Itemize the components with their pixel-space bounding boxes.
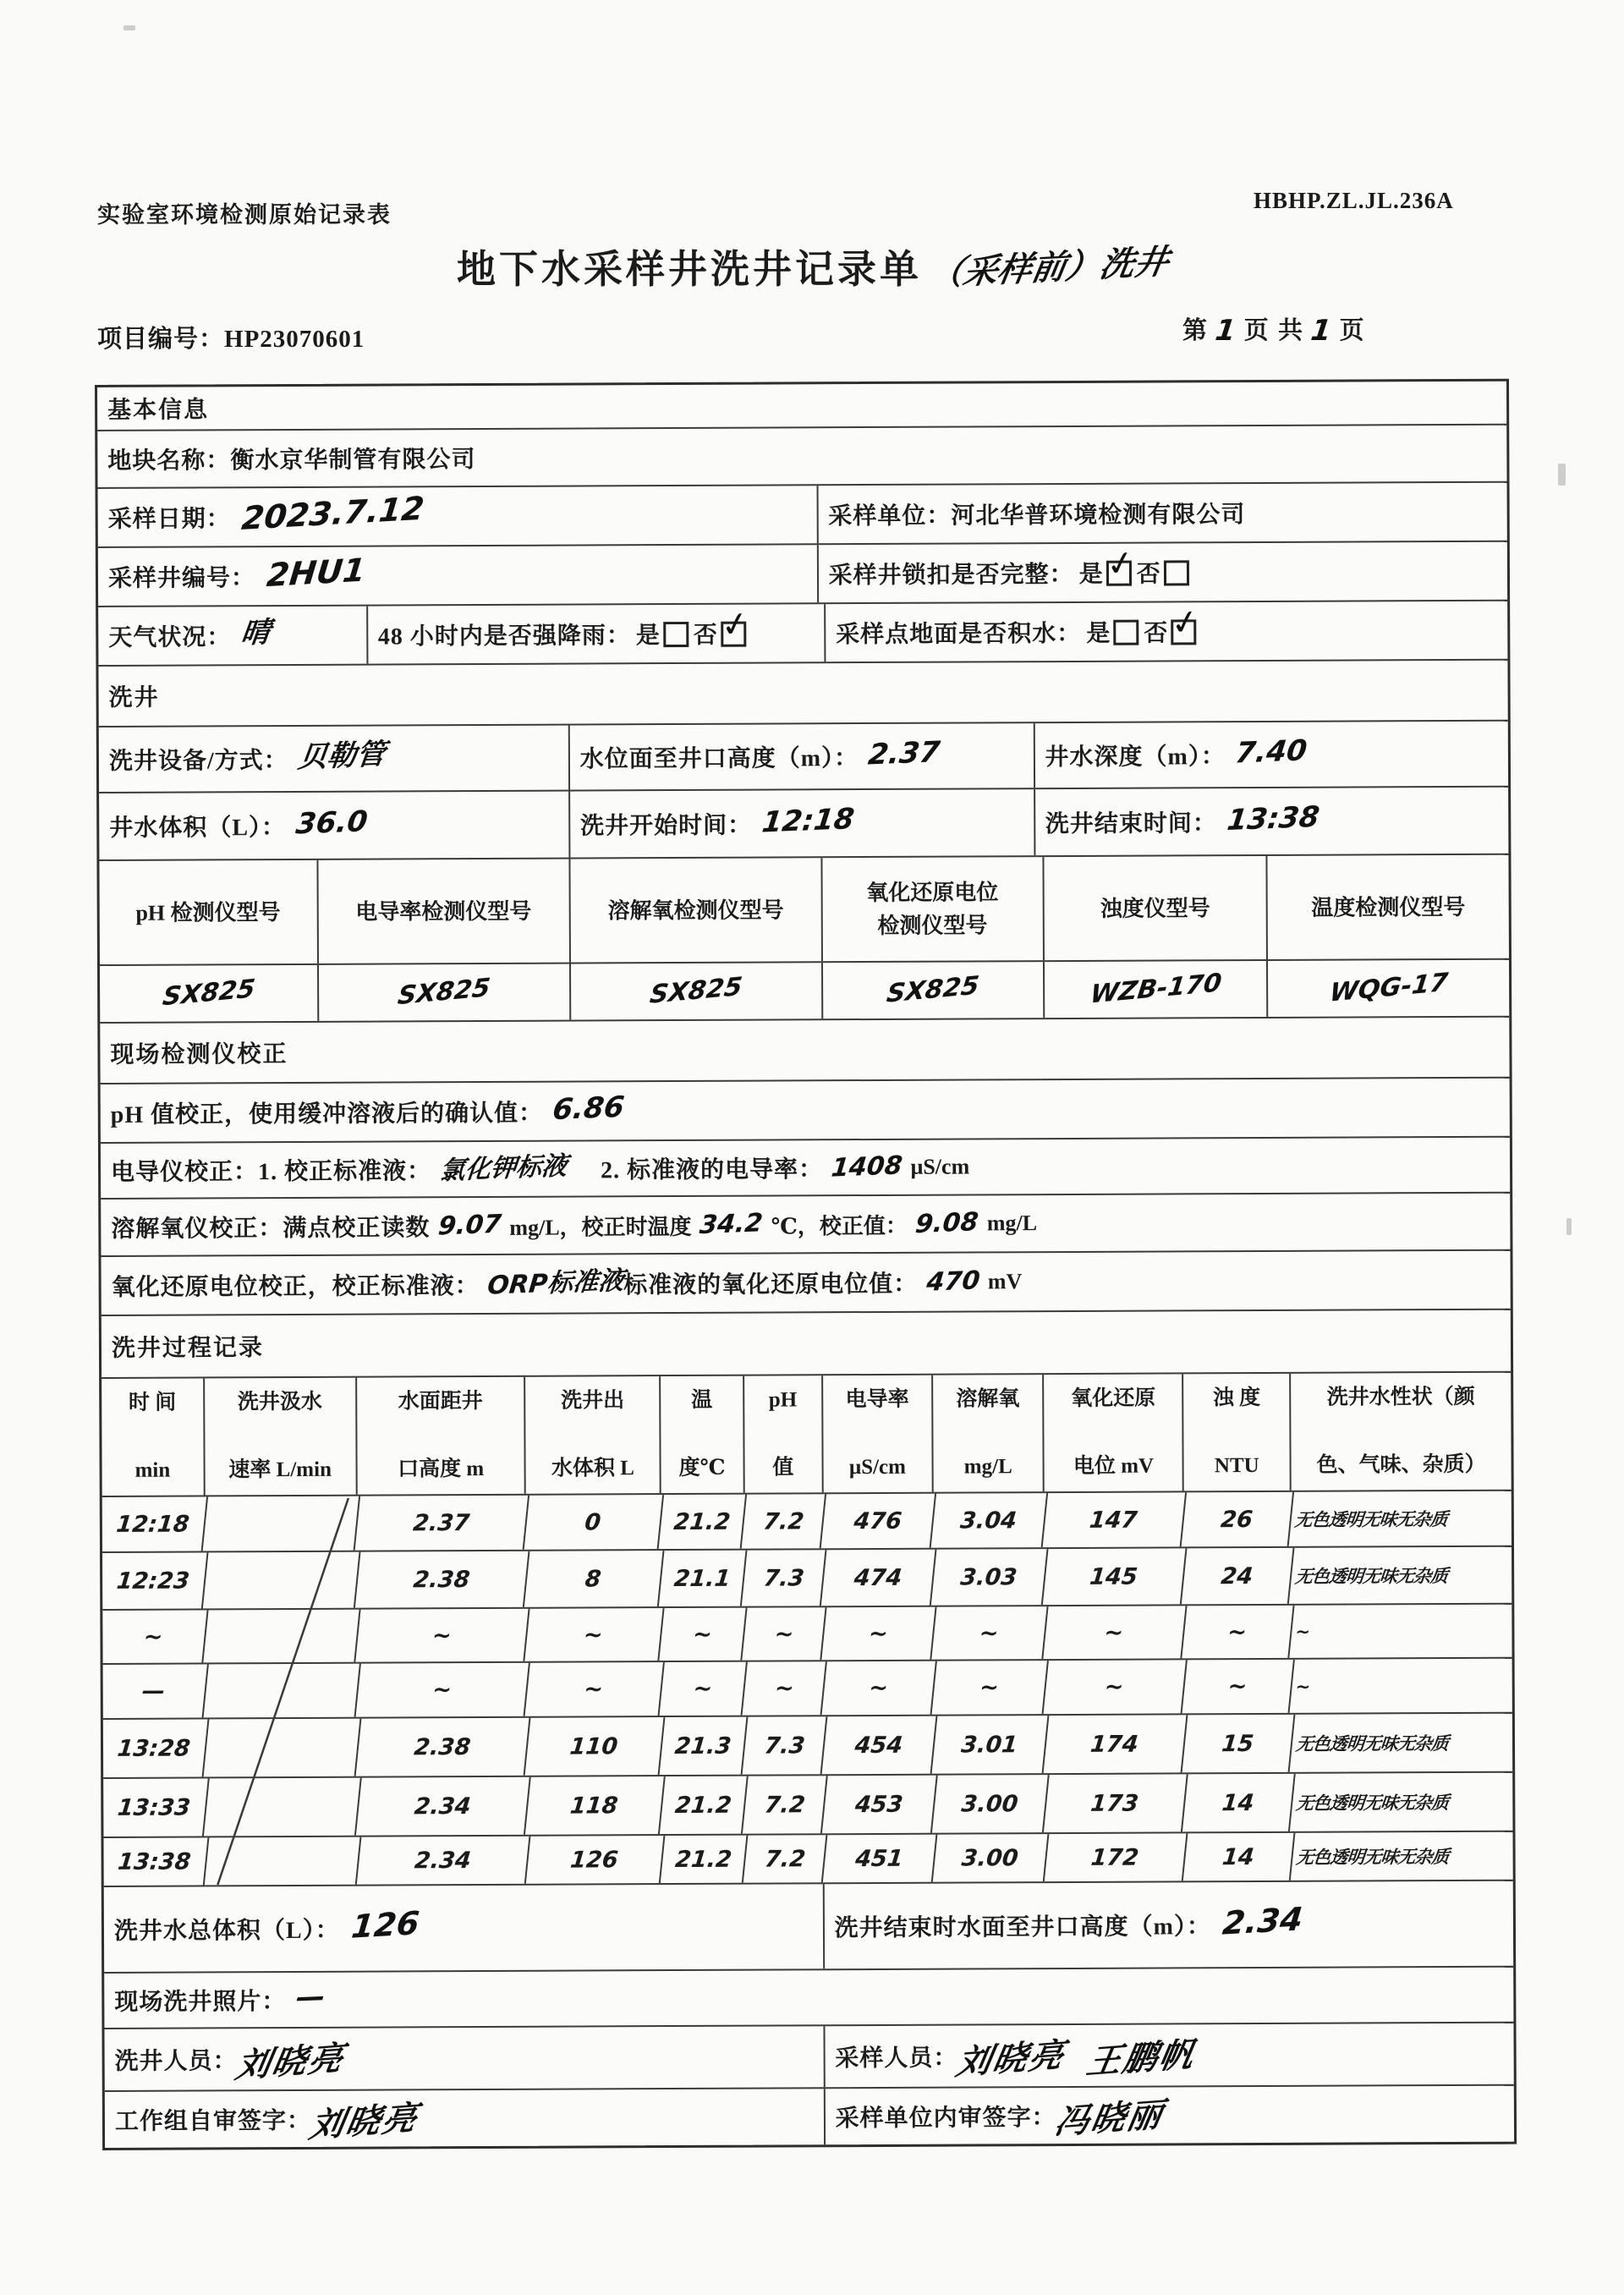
water-level-value[interactable]: 2.37 xyxy=(866,735,942,772)
do-reading-value[interactable]: 9.07 xyxy=(436,1209,503,1242)
instrument-model-value[interactable]: WZB-170 xyxy=(1088,968,1223,1010)
row-device-levels xyxy=(99,722,1508,793)
process-cell: 无色透明无味无杂质 xyxy=(1294,1733,1450,1754)
page-suffix: 页 xyxy=(1339,317,1366,344)
section-purge xyxy=(98,661,1507,727)
ec-calibration-label-1: 电导仪校正：1. 校正标准液： xyxy=(110,1158,432,1186)
washer-label: 洗井人员： xyxy=(114,2048,238,2075)
process-col-header: 洗井汲水 速率 L/min xyxy=(205,1378,358,1496)
process-cell: 7.2 xyxy=(742,1494,826,1548)
process-cell: ~ xyxy=(743,1607,827,1660)
sampling-date-value[interactable]: 2023.7.12 xyxy=(239,489,426,537)
ponding-yes-checkbox[interactable] xyxy=(1086,615,1138,649)
sampler-signature: 王鹏帆 xyxy=(1083,2034,1199,2082)
checkbox-box-icon xyxy=(1164,560,1189,585)
process-col-header: 温 度℃ xyxy=(661,1376,744,1493)
rain-no-checkbox[interactable] xyxy=(693,603,753,651)
process-cell: 110 xyxy=(524,1717,666,1776)
project-number-label: 项目编号： xyxy=(97,326,225,353)
checkbox-box-icon xyxy=(716,603,753,647)
row-photo xyxy=(104,1968,1513,2029)
row-site-name xyxy=(97,426,1506,489)
process-cell: 3.00 xyxy=(933,1834,1049,1882)
process-cell: ~ xyxy=(524,1662,665,1716)
well-number-label: 采样井编号： xyxy=(107,565,256,592)
process-cell: ~ xyxy=(355,1663,529,1717)
ec-calibration-label-2: 2. 标准液的电导率： xyxy=(601,1156,824,1184)
process-cell: 0 xyxy=(524,1495,664,1550)
end-water-level-label: 洗井结束时水面至井口高度（m）： xyxy=(834,1913,1212,1942)
instrument-model-value[interactable]: SX825 xyxy=(885,970,981,1009)
instrument-model-value[interactable]: WQG-17 xyxy=(1328,968,1450,1008)
process-cell: ~ xyxy=(660,1662,749,1716)
doc-type-label: 实验室环境检测原始记录表 xyxy=(97,202,392,228)
basic-section-title: 基本信息 xyxy=(107,397,210,424)
process-cell: 454 xyxy=(822,1716,938,1775)
washer-signature: 刘晓亮 xyxy=(233,2038,348,2086)
process-cell: 126 xyxy=(525,1836,666,1884)
orp-unit: mV xyxy=(987,1269,1023,1294)
process-cell: 147 xyxy=(1042,1492,1187,1547)
instrument-model-value[interactable]: SX825 xyxy=(648,972,744,1010)
page-prefix: 第 xyxy=(1182,317,1210,344)
sampling-date-label: 采样日期： xyxy=(107,506,231,533)
process-cell: 145 xyxy=(1042,1548,1188,1605)
ponding-no-checkbox[interactable] xyxy=(1144,601,1203,648)
process-cell: 12:18 xyxy=(100,1496,208,1551)
instrument-header: 温度检测仪型号 xyxy=(1311,894,1466,920)
row-review-signatures xyxy=(105,2086,1514,2148)
page-number-line xyxy=(1182,311,1366,346)
process-section-title: 洗井过程记录 xyxy=(111,1335,265,1362)
orp-calibration-label-1: 氧化还原电位校正，校正标准液： xyxy=(111,1273,480,1301)
instrument-header: pH 检测仪型号 xyxy=(135,899,281,925)
sampler-label: 采样人员： xyxy=(835,2045,958,2073)
row-total-volume xyxy=(104,1881,1513,1974)
process-cell: ~ xyxy=(1182,1660,1295,1714)
row-instrument-headers xyxy=(99,855,1509,966)
internal-review-signature: 冯晓丽 xyxy=(1051,2095,1166,2142)
well-number-value[interactable]: 2HU1 xyxy=(265,551,368,595)
purge-device-value[interactable]: 贝勒管 xyxy=(296,737,387,775)
self-review-label: 工作组自审签字： xyxy=(114,2107,312,2135)
total-volume-value[interactable]: 126 xyxy=(349,1904,421,1946)
process-cell: ~ xyxy=(821,1607,936,1661)
orp-standard-value[interactable]: ORP标准液 xyxy=(486,1266,626,1301)
process-cell: 2.34 xyxy=(356,1837,530,1885)
photo-label: 现场洗井照片： xyxy=(114,1989,287,2016)
section-calibration xyxy=(100,1018,1509,1084)
process-cell: 451 xyxy=(823,1835,938,1883)
page-number-value: 1 xyxy=(1213,314,1240,348)
process-cell: 无色透明无味无杂质 xyxy=(1293,1509,1448,1530)
check-icon: ✓ xyxy=(716,603,753,647)
ec-conductivity-value[interactable]: 1408 xyxy=(830,1150,904,1183)
record-form-table xyxy=(95,379,1517,2150)
project-number-value: HP23070601 xyxy=(224,326,365,353)
row-personnel xyxy=(104,2023,1513,2092)
ec-unit: μS/cm xyxy=(910,1154,970,1179)
process-col-header: 电导率 μS/cm xyxy=(823,1375,934,1493)
rain-yes-checkbox[interactable] xyxy=(636,617,689,651)
process-cell: 8 xyxy=(524,1551,665,1607)
site-name-label: 地块名称： xyxy=(107,447,231,475)
process-cell: 14 xyxy=(1183,1833,1295,1881)
instrument-header: 氧化还原电位检测仪型号 xyxy=(866,880,999,938)
do-corrected-value[interactable]: 9.08 xyxy=(914,1207,980,1240)
heavy-rain-label: 48 小时内是否强降雨： xyxy=(377,623,631,651)
process-cell: 21.2 xyxy=(661,1836,749,1883)
sampling-org-label: 采样单位： xyxy=(828,502,952,530)
form-code: HBHP.ZL.JL.236A xyxy=(1254,188,1454,213)
process-cell: 172 xyxy=(1044,1833,1188,1881)
self-review-signature: 刘晓亮 xyxy=(306,2098,422,2145)
process-cell: 13:28 xyxy=(101,1719,209,1777)
process-cell: 7.3 xyxy=(743,1716,827,1774)
process-cell: ~ xyxy=(355,1609,529,1662)
yes-label: 是 xyxy=(635,623,660,650)
process-cell: 474 xyxy=(821,1550,937,1606)
process-cell: 173 xyxy=(1043,1774,1188,1832)
ph-confirm-value[interactable]: 6.86 xyxy=(551,1090,627,1128)
lock-intact-label: 采样井锁扣是否完整： xyxy=(828,561,1074,590)
no-label: 否 xyxy=(1144,620,1168,647)
process-cell: 3.04 xyxy=(931,1493,1048,1548)
process-col-header: 浊 度 NTU xyxy=(1184,1374,1292,1491)
purge-start-value[interactable]: 12:18 xyxy=(760,802,856,840)
process-cell: 118 xyxy=(524,1776,666,1835)
checkbox-box-icon xyxy=(1113,620,1138,645)
yes-label: 是 xyxy=(1078,561,1103,588)
process-col-header: 水面距井 口高度 m xyxy=(357,1377,527,1495)
scan-artifact xyxy=(1566,1218,1572,1235)
process-cell: ~ xyxy=(524,1608,665,1661)
process-cell: 3.01 xyxy=(931,1716,1048,1774)
checkbox-box-icon xyxy=(1102,542,1138,586)
process-col-header: 洗井水性状（颜 色、气味、杂质） xyxy=(1316,1385,1486,1477)
process-cell: 453 xyxy=(822,1776,938,1834)
purge-end-value[interactable]: 13:38 xyxy=(1225,799,1321,838)
process-cell: ~ xyxy=(100,1610,208,1663)
process-cell: ~ xyxy=(1294,1676,1311,1697)
process-cell: ~ xyxy=(1043,1606,1188,1659)
internal-review-label: 采样单位内审签字： xyxy=(835,2105,1056,2133)
row-wellno-lock xyxy=(98,542,1507,607)
well-volume-value[interactable]: 36.0 xyxy=(294,804,370,842)
well-depth-value[interactable]: 7.40 xyxy=(1233,733,1309,771)
row-orp-calibration xyxy=(101,1251,1510,1316)
lock-yes-checkbox[interactable] xyxy=(1078,542,1138,590)
scan-artifact xyxy=(123,25,135,30)
check-icon: ✓ xyxy=(1167,601,1203,645)
process-cell: ~ xyxy=(1182,1606,1295,1659)
ec-standard-value[interactable]: 氯化钾标液 xyxy=(438,1150,569,1186)
purge-start-label: 洗井开始时间： xyxy=(579,812,753,840)
no-label: 否 xyxy=(693,622,717,649)
checkbox-box-icon xyxy=(1167,601,1203,645)
process-cell: 476 xyxy=(821,1494,936,1549)
process-cell: 无色透明无味无杂质 xyxy=(1293,1566,1449,1587)
process-cell: ~ xyxy=(1043,1660,1188,1714)
process-cell: 7.3 xyxy=(742,1550,826,1606)
row-date-org xyxy=(98,483,1507,548)
row-do-calibration xyxy=(101,1194,1510,1257)
section-process-record xyxy=(102,1310,1511,1379)
process-table-body xyxy=(102,1491,1513,1887)
do-calibration-label-3: ℃，校正值： xyxy=(771,1213,908,1239)
process-cell: 21.2 xyxy=(660,1776,749,1834)
process-cell: ~ xyxy=(660,1608,749,1661)
process-cell: 13:38 xyxy=(102,1837,209,1886)
instrument-model-value[interactable]: SX825 xyxy=(396,973,492,1012)
row-ec-calibration xyxy=(101,1138,1510,1200)
checkbox-box-icon xyxy=(663,622,689,647)
process-cell: ~ xyxy=(931,1606,1048,1660)
do-unit: mg/L xyxy=(986,1211,1038,1236)
title-handwritten-note: （采样前）洗井 xyxy=(925,242,1172,294)
process-cell: 2.34 xyxy=(355,1777,530,1836)
photo-value: — xyxy=(294,1979,327,2015)
process-cell: 15 xyxy=(1182,1715,1295,1773)
process-cell: 14 xyxy=(1182,1774,1295,1832)
well-depth-label: 井水深度（m）： xyxy=(1045,744,1226,771)
page-mid: 页 共 xyxy=(1243,317,1304,344)
row-ph-calibration xyxy=(101,1079,1510,1144)
check-icon: ✓ xyxy=(1102,542,1138,586)
process-cell: 无色透明无味无杂质 xyxy=(1295,1847,1450,1868)
process-cell: ~ xyxy=(821,1661,936,1716)
process-cell: 21.3 xyxy=(660,1717,749,1775)
row-weather xyxy=(98,601,1507,667)
process-cell: ~ xyxy=(743,1661,827,1715)
do-calibration-label-2: mg/L，校正时温度 xyxy=(509,1214,692,1240)
process-cell: 2.38 xyxy=(354,1551,529,1608)
process-cell: 7.2 xyxy=(743,1776,828,1833)
process-cell: 12:23 xyxy=(100,1552,208,1609)
process-cell: 21.2 xyxy=(659,1495,748,1549)
instrument-model-value[interactable]: SX825 xyxy=(160,974,257,1013)
instrument-header: 电导率检测仪型号 xyxy=(355,898,532,925)
yes-label: 是 xyxy=(1086,620,1111,647)
sampler-signature: 刘晓亮 xyxy=(952,2035,1068,2083)
purge-section-title: 洗井 xyxy=(108,684,160,711)
row-instrument-models xyxy=(100,960,1509,1024)
section-basic-info xyxy=(97,382,1506,431)
process-cell: 2.38 xyxy=(355,1718,530,1776)
no-label: 否 xyxy=(1136,561,1160,588)
lock-no-checkbox[interactable] xyxy=(1137,555,1189,589)
process-cell: — xyxy=(101,1664,209,1718)
process-table-header xyxy=(102,1373,1512,1497)
do-calibration-label-1: 溶解氧仪校正：满点校正读数 xyxy=(111,1215,431,1243)
well-volume-label: 井水体积（L）： xyxy=(109,815,287,842)
process-col-header: 氧化还原 电位 mV xyxy=(1045,1374,1185,1491)
process-cell: 3.00 xyxy=(932,1775,1049,1833)
diagonal-slash-mark xyxy=(205,1496,359,1887)
process-col-header: pH 值 xyxy=(744,1375,824,1492)
process-col-header: 洗井出 水体积 L xyxy=(526,1376,662,1494)
weather-value[interactable]: 晴 xyxy=(239,615,272,651)
title-row xyxy=(0,239,1624,294)
total-volume-label: 洗井水总体积（L）： xyxy=(113,1917,340,1945)
instrument-header: 浊度仪型号 xyxy=(1100,895,1210,921)
end-water-level-value[interactable]: 2.34 xyxy=(1221,1900,1305,1942)
form-title: 地下水采样井洗井记录单 xyxy=(457,248,922,291)
process-cell: ~ xyxy=(931,1661,1048,1715)
orp-potential-value[interactable]: 470 xyxy=(924,1266,981,1298)
calibration-section-title: 现场检测仪校正 xyxy=(110,1041,288,1068)
process-cell: 174 xyxy=(1043,1715,1188,1773)
process-cell: 26 xyxy=(1182,1492,1294,1547)
project-number-line xyxy=(97,320,365,354)
water-level-label: 水位面至井口高度（m）： xyxy=(579,745,859,773)
process-cell: 2.37 xyxy=(354,1496,529,1551)
do-temp-value[interactable]: 34.2 xyxy=(698,1208,765,1241)
process-col-header: 溶解氧 mg/L xyxy=(933,1375,1045,1492)
page-total-value: 1 xyxy=(1309,314,1336,348)
orp-calibration-label-2: 标准液的氧化还原电位值： xyxy=(623,1271,919,1299)
process-cell: 7.2 xyxy=(743,1835,827,1882)
ph-calibration-label: pH 值校正，使用缓冲溶液后的确认值： xyxy=(110,1100,544,1128)
weather-label: 天气状况： xyxy=(108,624,232,651)
site-name-value: 衡水京华制管有限公司 xyxy=(230,447,476,475)
process-cell: 13:33 xyxy=(101,1778,209,1837)
process-cell: 24 xyxy=(1182,1548,1294,1605)
scan-artifact xyxy=(1558,464,1566,486)
purge-end-label: 洗井结束时间： xyxy=(1045,810,1217,838)
process-cell: 3.03 xyxy=(931,1549,1048,1606)
purge-device-label: 洗井设备/方式： xyxy=(108,748,288,775)
row-volume-times xyxy=(99,788,1508,861)
ponding-label: 采样点地面是否积水： xyxy=(836,620,1082,649)
process-cell: 无色透明无味无杂质 xyxy=(1295,1793,1450,1814)
process-cell: ~ xyxy=(1294,1621,1311,1642)
instrument-header: 溶解氧检测仪型号 xyxy=(607,897,784,923)
process-col-header: 时 间 min xyxy=(102,1378,205,1496)
sampling-org-value: 河北华普环境检测有限公司 xyxy=(951,502,1246,530)
process-cell: 21.1 xyxy=(659,1551,748,1606)
